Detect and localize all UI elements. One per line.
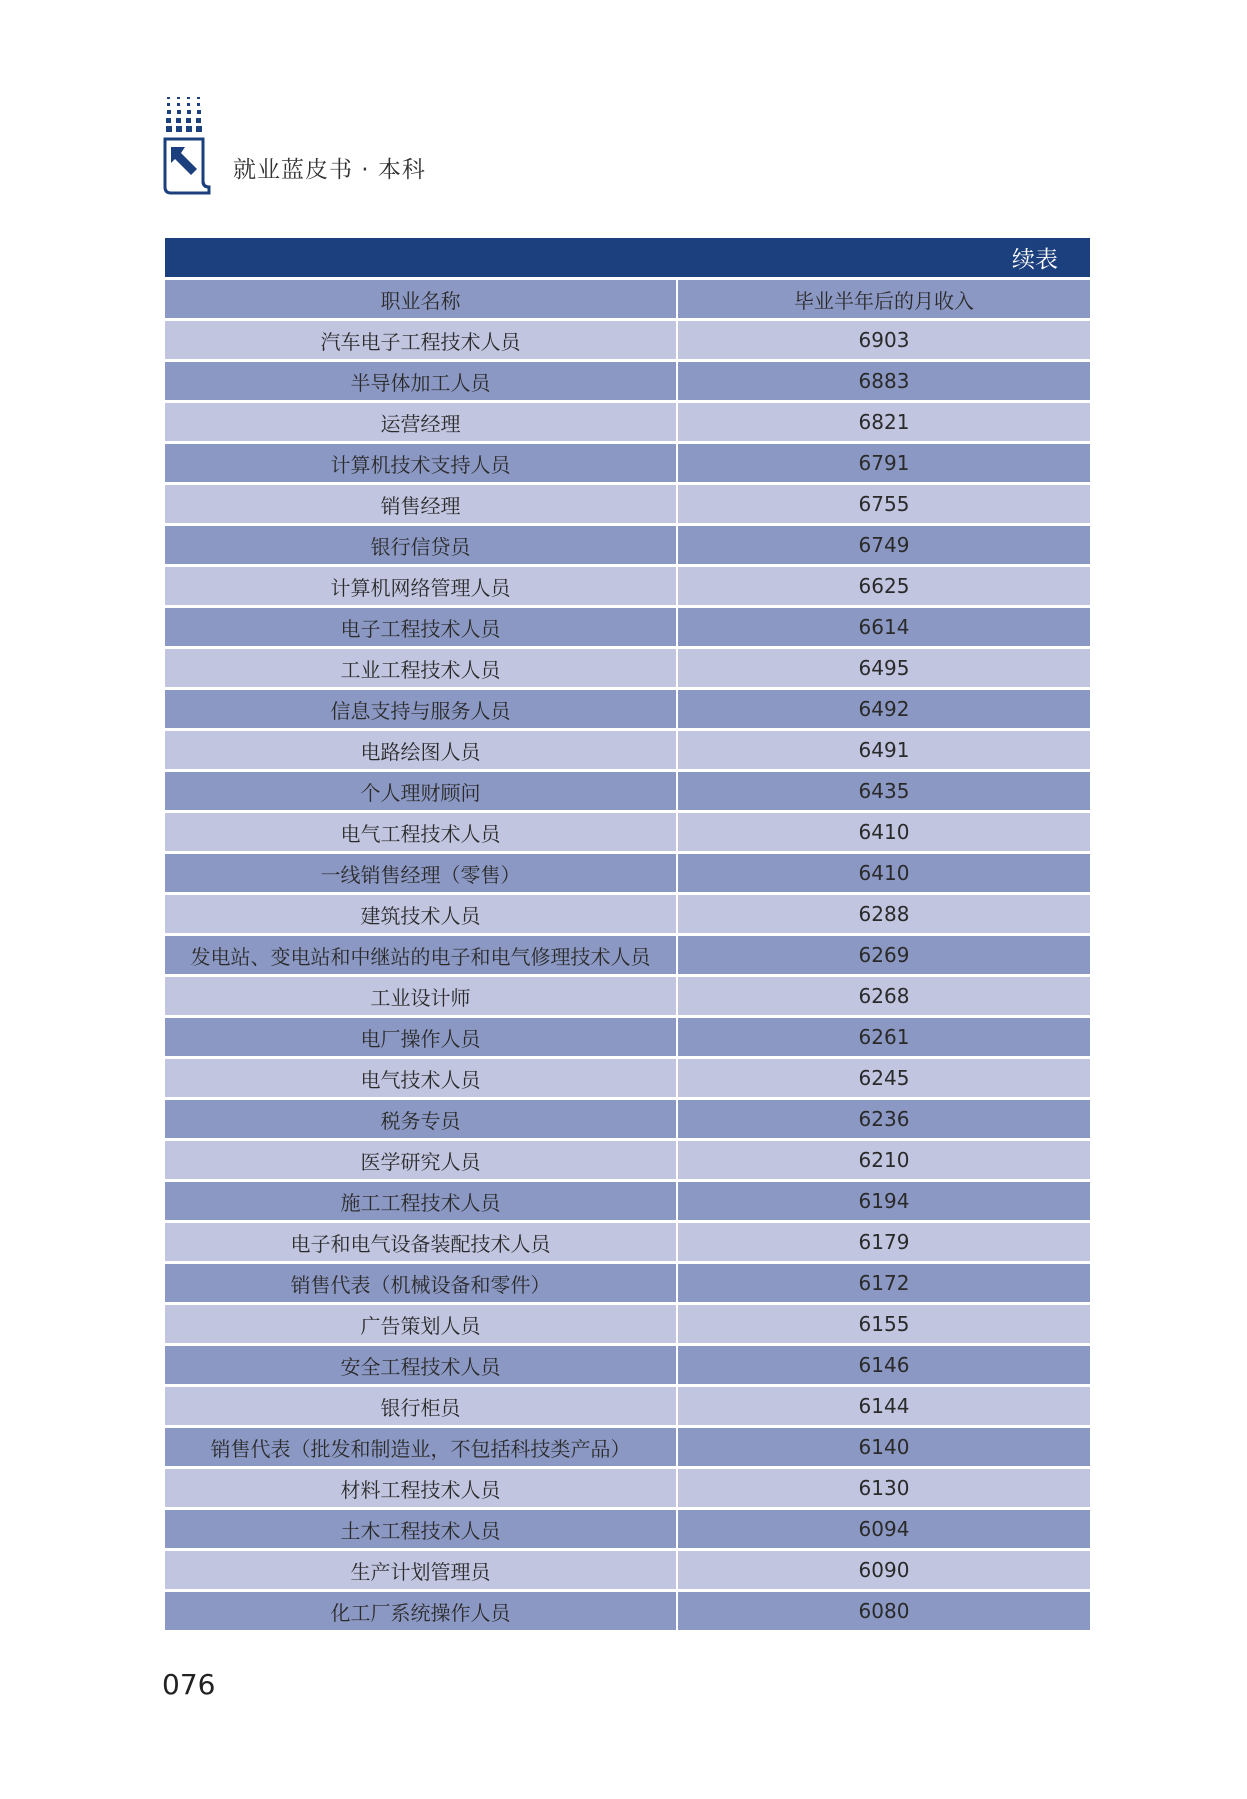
occupation-cell: 电气技术人员 xyxy=(165,1058,677,1099)
income-cell: 6495 xyxy=(677,648,1090,689)
income-cell: 6155 xyxy=(677,1304,1090,1345)
occupation-cell: 银行信贷员 xyxy=(165,525,677,566)
table-row xyxy=(165,771,1090,812)
occupation-cell: 运营经理 xyxy=(165,402,677,443)
table-row xyxy=(165,607,1090,648)
occupation-cell: 汽车电子工程技术人员 xyxy=(165,320,677,361)
income-cell: 6410 xyxy=(677,812,1090,853)
table-row xyxy=(165,976,1090,1017)
table-row xyxy=(165,361,1090,402)
occupation-cell: 生产计划管理员 xyxy=(165,1550,677,1591)
income-cell: 6625 xyxy=(677,566,1090,607)
table-body xyxy=(165,320,1090,1632)
income-cell: 6491 xyxy=(677,730,1090,771)
occupation-cell: 计算机技术支持人员 xyxy=(165,443,677,484)
table-row xyxy=(165,894,1090,935)
occupation-cell: 银行柜员 xyxy=(165,1386,677,1427)
dot-grid-icon xyxy=(163,95,213,135)
table-row xyxy=(165,1222,1090,1263)
continued-bar xyxy=(165,238,1090,280)
page-number: 076 xyxy=(162,1668,216,1701)
income-cell: 6755 xyxy=(677,484,1090,525)
occupation-cell: 广告策划人员 xyxy=(165,1304,677,1345)
income-cell: 6821 xyxy=(677,402,1090,443)
occupation-cell: 施工工程技术人员 xyxy=(165,1181,677,1222)
income-cell: 6435 xyxy=(677,771,1090,812)
income-cell: 6749 xyxy=(677,525,1090,566)
table-row xyxy=(165,730,1090,771)
income-cell: 6236 xyxy=(677,1099,1090,1140)
income-cell: 6791 xyxy=(677,443,1090,484)
income-cell: 6179 xyxy=(677,1222,1090,1263)
occupation-cell: 电子工程技术人员 xyxy=(165,607,677,648)
table-row xyxy=(165,1509,1090,1550)
running-header xyxy=(163,95,563,205)
income-cell: 6261 xyxy=(677,1017,1090,1058)
table-row xyxy=(165,648,1090,689)
occupation-cell: 一线销售经理（零售） xyxy=(165,853,677,894)
occupation-cell: 建筑技术人员 xyxy=(165,894,677,935)
table-row xyxy=(165,1304,1090,1345)
table-row xyxy=(165,1263,1090,1304)
occupation-cell: 电子和电气设备装配技术人员 xyxy=(165,1222,677,1263)
income-cell: 6172 xyxy=(677,1263,1090,1304)
table-row xyxy=(165,443,1090,484)
table-row xyxy=(165,1099,1090,1140)
income-cell: 6903 xyxy=(677,320,1090,361)
income-cell: 6245 xyxy=(677,1058,1090,1099)
table-row xyxy=(165,525,1090,566)
table-row xyxy=(165,566,1090,607)
occupation-cell: 材料工程技术人员 xyxy=(165,1468,677,1509)
occupation-cell: 电厂操作人员 xyxy=(165,1017,677,1058)
table-row xyxy=(165,1550,1090,1591)
income-cell: 6094 xyxy=(677,1509,1090,1550)
table-row xyxy=(165,1140,1090,1181)
occupation-cell: 半导体加工人员 xyxy=(165,361,677,402)
table-row xyxy=(165,1468,1090,1509)
occupation-cell: 销售经理 xyxy=(165,484,677,525)
table-row xyxy=(165,935,1090,976)
salary-table xyxy=(165,238,1090,1633)
income-cell: 6090 xyxy=(677,1550,1090,1591)
book-arrow-icon xyxy=(163,137,213,195)
income-cell: 6140 xyxy=(677,1427,1090,1468)
occupation-cell: 发电站、变电站和中继站的电子和电气修理技术人员 xyxy=(165,935,677,976)
income-cell: 6288 xyxy=(677,894,1090,935)
table-row xyxy=(165,1386,1090,1427)
occupation-cell: 工业工程技术人员 xyxy=(165,648,677,689)
income-cell: 6269 xyxy=(677,935,1090,976)
income-cell: 6492 xyxy=(677,689,1090,730)
income-cell: 6410 xyxy=(677,853,1090,894)
income-cell: 6210 xyxy=(677,1140,1090,1181)
income-cell: 6130 xyxy=(677,1468,1090,1509)
table-row xyxy=(165,812,1090,853)
column-header-occupation: 职业名称 xyxy=(165,280,677,320)
income-cell: 6268 xyxy=(677,976,1090,1017)
header-title: 就业蓝皮书 · 本科 xyxy=(233,157,426,183)
table-row xyxy=(165,1591,1090,1632)
table-row xyxy=(165,1058,1090,1099)
occupation-cell: 电路绘图人员 xyxy=(165,730,677,771)
table-row xyxy=(165,1345,1090,1386)
table-row xyxy=(165,689,1090,730)
continued-label: 续表 xyxy=(1012,247,1058,273)
column-header-income: 毕业半年后的月收入 xyxy=(677,280,1090,320)
occupation-cell: 电气工程技术人员 xyxy=(165,812,677,853)
table-row xyxy=(165,320,1090,361)
income-cell: 6194 xyxy=(677,1181,1090,1222)
occupation-cell: 化工厂系统操作人员 xyxy=(165,1591,677,1632)
occupation-cell: 安全工程技术人员 xyxy=(165,1345,677,1386)
income-cell: 6146 xyxy=(677,1345,1090,1386)
table-row xyxy=(165,1427,1090,1468)
occupation-cell: 土木工程技术人员 xyxy=(165,1509,677,1550)
income-cell: 6144 xyxy=(677,1386,1090,1427)
table-header-row xyxy=(165,280,1090,320)
occupation-cell: 计算机网络管理人员 xyxy=(165,566,677,607)
occupation-cell: 销售代表（批发和制造业，不包括科技类产品） xyxy=(165,1427,677,1468)
table-row xyxy=(165,402,1090,443)
income-cell: 6080 xyxy=(677,1591,1090,1632)
occupation-cell: 医学研究人员 xyxy=(165,1140,677,1181)
table-row xyxy=(165,853,1090,894)
occupation-cell: 销售代表（机械设备和零件） xyxy=(165,1263,677,1304)
occupation-cell: 个人理财顾问 xyxy=(165,771,677,812)
income-cell: 6614 xyxy=(677,607,1090,648)
income-cell: 6883 xyxy=(677,361,1090,402)
occupation-cell: 工业设计师 xyxy=(165,976,677,1017)
occupation-income-table xyxy=(165,280,1090,1633)
table-row xyxy=(165,1017,1090,1058)
table-row xyxy=(165,484,1090,525)
occupation-cell: 信息支持与服务人员 xyxy=(165,689,677,730)
occupation-cell: 税务专员 xyxy=(165,1099,677,1140)
table-row xyxy=(165,1181,1090,1222)
